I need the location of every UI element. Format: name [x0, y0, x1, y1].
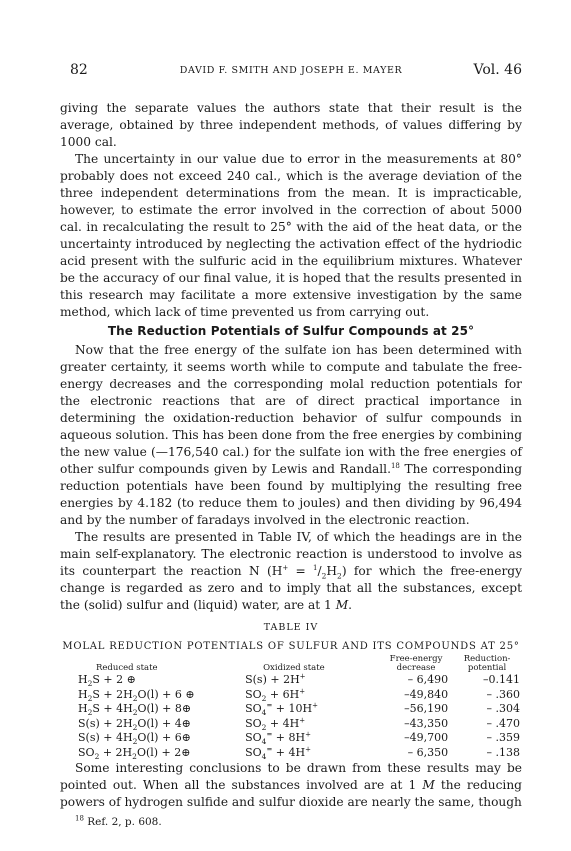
free-energy-value: –43,350	[404, 716, 449, 730]
oxidized-state: $SO_4^= + 8H^+$	[245, 730, 311, 747]
column-header-oxidized: Oxidized state	[263, 663, 325, 673]
reduced-state: $S(s) + 2H_2O(l)$ + 4⊕	[78, 716, 191, 732]
journal-page	[60, 62, 522, 831]
page-number: 82	[70, 62, 88, 78]
table-row	[60, 688, 522, 703]
table-row	[60, 717, 522, 732]
column-header-reduced: Reduced state	[96, 663, 158, 673]
free-energy-value: –49,840	[404, 687, 449, 701]
potential-value: – .304	[486, 702, 520, 715]
table-row	[60, 731, 522, 746]
column-header-potential: Reduction- potential	[463, 654, 511, 673]
reduced-state: $SO_2 + 2H_2O(l)$ + 2⊕	[78, 745, 191, 761]
paragraph-4-part-a: The results are presented in Table IV, of which the headings are in the main self-explanatory. The electronic reaction is understood to involve as its counterpart the reaction N (H	[60, 530, 522, 578]
footnote-reference: 18	[390, 461, 400, 470]
running-title: DAVID F. SMITH AND JOSEPH E. MAYER	[179, 65, 403, 76]
table-row	[60, 746, 522, 761]
oxidized-state: $SO_2 + 4H^+$	[245, 715, 306, 732]
potential-value: – .470	[486, 716, 520, 730]
potential-value: –0.141	[483, 673, 520, 686]
table-label: TABLE IV	[263, 622, 319, 633]
free-energy-value: –56,190	[404, 702, 449, 715]
reduced-state: $S(s) + 4H_2O(l)$ + 6⊕	[78, 731, 191, 747]
paragraph-3-part-b: The corresponding reduction potentials have been found by multiplying the resulting free energies by 4.182 (to reduce them to joules) and then dividing by 96,494 and by the number of faradays involved in the electronic reaction.	[60, 462, 522, 527]
free-energy-value: – 6,490	[407, 673, 449, 686]
paragraph-3-part-a: Now that the free energy of the sulfate ion has been determined with greater certainty, it seems worth while to compute and tabulate the free-energy decreases and the corresponding molal reduction potentials for the electronic reactions that are of direct practical importance in determining the oxidation-reduction behavior of sulfur compounds in aqueous solution. This has been done from the free energies by combining the new value (—176,540 cal.) for the sulfate ion with the free energies of other sulfur compounds given by Lewis and Randall.	[60, 343, 522, 476]
paragraph-5: Some interesting conclusions to be drawn from these results may be pointed out. When all the substances involved are at 1 M the reducing powers of hydrogen sulfide and sulfur dioxide are nearly the same, though	[60, 761, 522, 809]
table-caption: MOLAL REDUCTION POTENTIALS OF SULFUR AND ITS COMPOUNDS AT 25°	[62, 641, 520, 652]
paragraph-2: The uncertainty in our value due to error in the measurements at 80° probably does not exceed 240 cal., which is the average deviation of the three independent determinations from the mean. It is impracticable, however, to estimate the error involved in the correction of about 5000 cal. in recalculating the result to 25° with the aid of the heat data, or the uncertainty introduced by neglecting the activation effect of the hydriodic acid present with the sulfuric acid in the equilibrium mixtures. Whatever be the accuracy of our final value, it is hoped that the results presented in this research may facilitate a more extensive investigation by the same method, which lack of time prevented us from carrying out.	[60, 152, 522, 319]
table-row	[60, 673, 522, 688]
footnote-text: Ref. 2, p. 608.	[87, 816, 162, 828]
body-text	[60, 100, 522, 831]
reduced-state: $H_2S + 4H_2O(l)$ + 8⊕	[78, 702, 192, 718]
column-header-free-energy: Free-energy decrease	[389, 654, 443, 673]
paragraph-4: The results are presented in Table IV, of which the headings are in the main self-explanatory. The electronic reaction is understood to involve as its counterpart the reaction N $(H^+ = ^1/_2H_2)$ for which the free-energy change is regarded as zero and to imply that all the substances, except the (solid) sulfur and (liquid) water, are at 1 M.	[60, 530, 522, 612]
free-energy-value: –49,700	[404, 731, 449, 744]
potential-value: – .138	[486, 745, 520, 759]
running-header	[60, 62, 522, 82]
oxidized-state: S(s) + 2H+	[245, 672, 306, 686]
potential-value: – .360	[486, 687, 520, 701]
section-title: The Reduction Potentials of Sulfur Compounds at 25°	[107, 324, 475, 338]
paragraph-1: giving the separate values the authors state that their result is the average, obtained by three independent methods, of values differing by 1000 cal.	[60, 101, 522, 149]
volume-label: Vol. 46	[473, 62, 522, 78]
oxidized-state: $SO_4^= + 10H^+$	[245, 701, 318, 718]
oxidized-state: $SO_4^= + 4H^+$	[245, 744, 311, 761]
reduced-state: $H_2S + 2H_2O(l) + 6$ ⊕	[78, 687, 195, 703]
potential-value: – .359	[486, 731, 520, 744]
footnote-number: 18	[75, 814, 84, 823]
footnote	[60, 814, 522, 831]
paragraph-3	[60, 342, 522, 529]
free-energy-value: – 6,350	[407, 745, 449, 759]
oxidized-state: $SO_2 + 6H^+$	[245, 686, 306, 703]
table-row	[60, 702, 522, 717]
table-header-row	[60, 655, 522, 673]
reduced-state: $H_2S + 2$ ⊕	[78, 673, 136, 689]
reduction-potentials-table	[60, 655, 522, 760]
